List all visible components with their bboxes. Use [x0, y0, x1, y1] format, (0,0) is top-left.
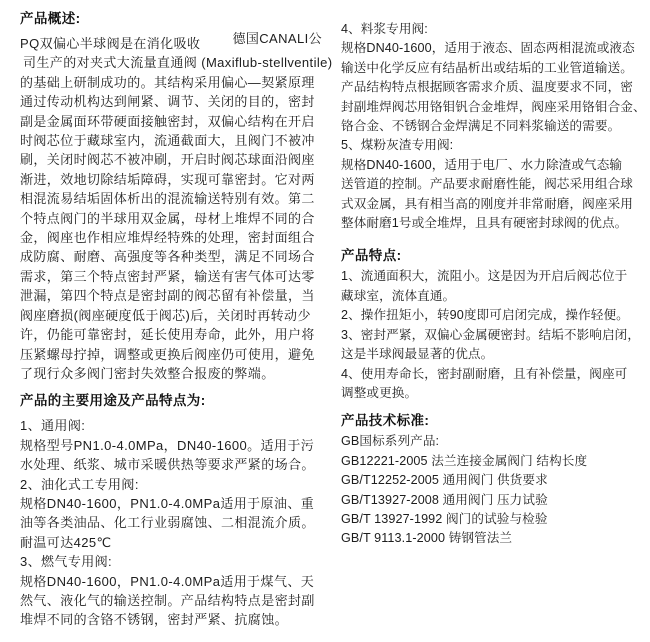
text-line: 规格DN40-1600，适用于电厂、水力除渣或气态输	[341, 157, 623, 172]
left-column	[20, 10, 333, 630]
text-line: 铬合金、不锈钢合金焊满足不同料浆输送的需要。	[341, 119, 621, 134]
overview-lines	[20, 53, 333, 383]
text-line: 渐进，效地切除结垢障碍，实现可靠密封。它对两	[20, 171, 315, 187]
text-line: 个特点阀门的半球用双金属，母材上堆焊不同的合	[20, 210, 315, 226]
text-line: 压紧螺母拧掉，调整或更换后阀座仍可使用，避免	[20, 346, 315, 362]
text-line: 5、煤粉灰渣专用阀:	[341, 138, 454, 153]
text-line: 输送中化学反应有结晶析出或结垢的工业管道输送。	[341, 60, 633, 75]
text-line: 4、料浆专用阀:	[341, 22, 428, 36]
text-line: 1、流通面积大，流阻小。这是因为开启后阀芯位于	[341, 269, 628, 284]
text-line: 成防腐、耐磨、高强度等各种类型，满足不同场合	[20, 249, 315, 265]
text-line: GB国标系列产品:	[341, 434, 440, 449]
text-line: 4、使用寿命长，密封副耐磨，且有补偿量，阀座可	[341, 366, 628, 381]
text-line: 3、燃气专用阀:	[20, 554, 113, 570]
text-line: GB12221-2005 法兰连接金属阀门 结构长度	[341, 453, 588, 468]
text-line: 泄漏，第四个特点是密封副的阀芯留有补偿量，当	[20, 288, 315, 304]
text-line: 规格DN40-1600，PN1.0-4.0MPa适用于原油、重	[20, 495, 315, 511]
text-line: 水处理、纸浆、城市采暖供热等要求严紧的场合。	[20, 457, 315, 473]
usage-lines	[20, 416, 322, 629]
text-line: GB/T 13927-1992 阀门的试验与检验	[341, 511, 548, 526]
text-line: 藏球室，流体直通。	[341, 288, 456, 303]
text-line: 金，阀座也作相应堆焊经特殊的处理，密封面组合	[20, 230, 315, 246]
text-line: 规格DN40-1600，PN1.0-4.0MPa适用于煤气、天	[20, 573, 315, 589]
text-line: 3、密封严紧，双偏心金属硬密封。结垢不影响启闭，	[341, 327, 641, 342]
text-line: 时阀芯位于藏球室内，流通截面大，且阀门不被冲	[20, 133, 315, 149]
text-line: 副是金属面环带硬面接触密封，双偏心结构在开启	[20, 113, 315, 129]
text-line: 送管道的控制。产品要求耐磨性能，阀芯采用组合球	[341, 177, 633, 192]
text-line: 产品结构特点根据顾客需求介质、温度要求不同，密	[341, 80, 633, 95]
overview-first-line-canali: 德国CANALI公	[232, 31, 322, 46]
overview-paragraph	[20, 31, 333, 383]
text-line: 堆焊不同的含铬不锈钢，密封严紧、抗腐蚀。	[20, 612, 289, 628]
text-line: 司生产的对夹式大流量直通阀 (Maxiflub-stellventile)	[23, 55, 333, 71]
text-line: 刷，关闭时阀芯不被冲刷，开启时阀芯球面沿阀座	[20, 152, 315, 168]
standards-heading: 产品技术标准:	[341, 413, 430, 429]
text-line: 油等各类油品、化工行业弱腐蚀、二相混流介质。	[20, 515, 315, 531]
text-line: 相混流易结垢固体析出的混流输送特别有效。第二	[20, 191, 315, 207]
text-line: 然气、液化气的输送控制。产品结构特点是密封副	[20, 592, 315, 608]
text-line: GB/T 9113.1-2000 铸钢管法兰	[341, 531, 513, 546]
text-line: 1、通用阀:	[20, 418, 86, 434]
text-line: 许，仍能可靠密封，延长使用寿命，此外，用户将	[20, 327, 315, 343]
text-line: 式双金属，具有相当高的刚度并非常耐磨，阀座采用	[341, 196, 633, 211]
valve-types-lines	[341, 20, 647, 233]
features-heading: 产品特点:	[341, 248, 402, 264]
features-lines	[341, 267, 647, 403]
text-line: 这是半球阀最显著的优点。	[341, 347, 494, 362]
standards-lines	[341, 432, 647, 548]
text-line: 封副堆焊阀芯用铬钼钒合金堆焊，阀座采用铬钼合金、	[341, 99, 646, 114]
overview-first-line-left: PQ双偏心半球阀是在消化吸收	[20, 36, 201, 51]
usage-heading: 产品的主要用途及产品特点为:	[20, 393, 206, 409]
text-line: 2、操作扭矩小，转90度即可启闭完成，操作轻便。	[341, 308, 629, 323]
text-line: 的基础上研制成功的。其结构采用偏心—契紧原理	[20, 74, 315, 90]
overview-heading: 产品概述:	[20, 11, 81, 26]
text-line: 了现行众多阀门密封失效整合报废的弊端。	[20, 365, 275, 381]
text-line: 阀座磨损(阀座硬度低于阀芯)后，关闭时再转动少	[20, 307, 311, 323]
text-line: 规格型号PN1.0-4.0MPa，DN40-1600。适用于污	[20, 437, 315, 453]
right-column	[341, 20, 647, 549]
overview-first-line	[20, 31, 322, 53]
text-line: 整体耐磨1号或全堆焊，且具有硬密封球阀的优点。	[341, 216, 628, 231]
text-line: GB/T12252-2005 通用阀门 供货要求	[341, 473, 548, 488]
text-line: 通过传动机构达到闸紧、调节、关闭的目的，密封	[20, 94, 315, 110]
text-line: 2、油化式工专用阀:	[20, 476, 139, 492]
text-line: GB/T13927-2008 通用阀门 压力试验	[341, 492, 548, 507]
text-line: 调整或更换。	[341, 385, 418, 400]
text-line: 需求，第三个特点密封严紧，输送有害气体可达零	[20, 268, 315, 284]
text-line: 规格DN40-1600，适用于液态、固态两相混流或液态	[341, 41, 635, 56]
text-line: 耐温可达425℃	[20, 534, 112, 550]
